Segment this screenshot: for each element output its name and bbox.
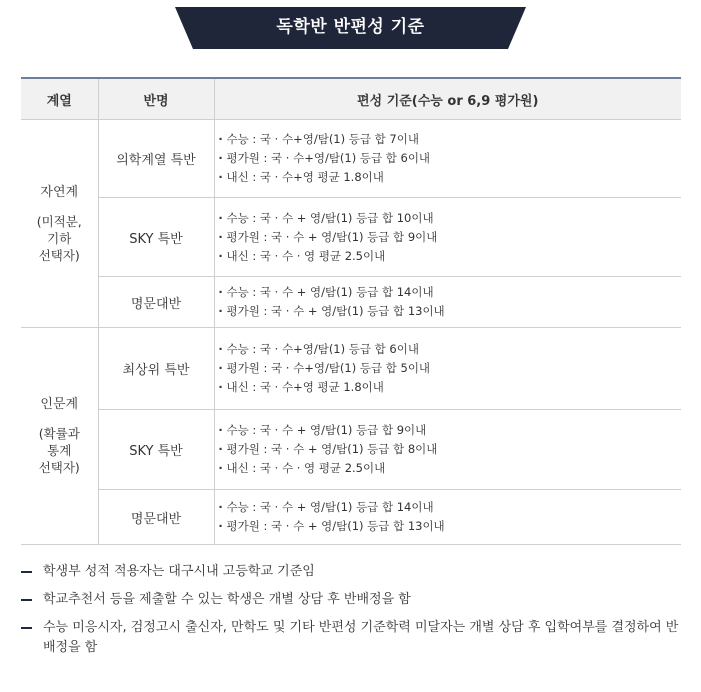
criteria-cell: [214, 410, 681, 490]
track-note-line: 기하: [47, 230, 72, 246]
dash-icon: [21, 627, 32, 629]
title-banner: [175, 7, 526, 49]
track-note-line: (미적분,: [36, 213, 82, 229]
class-name: 명문대반: [98, 490, 214, 545]
note-item: [21, 590, 686, 610]
criteria-cell: [214, 198, 681, 277]
track-note-line: 통계: [47, 443, 72, 458]
page-title: 독학반 반편성 기준: [276, 17, 425, 37]
track-name: 자연계: [40, 184, 79, 200]
table-row: [21, 277, 681, 328]
table-row: [21, 198, 681, 277]
criteria-cell: [214, 277, 681, 328]
table-row: [21, 120, 681, 198]
criteria-item: · 수능 : 국 · 수+영/탐(1) 등급 합 7이내: [215, 130, 682, 149]
notes-list: [21, 562, 686, 666]
criteria-item: · 수능 : 국 · 수 + 영/탐(1) 등급 합 9이내: [215, 421, 682, 440]
criteria-item: · 평가원 : 국 · 수+영/탐(1) 등급 합 5이내: [215, 359, 682, 378]
track-note-line: (확률과: [38, 426, 80, 441]
class-name: 의학계열 특반: [98, 120, 214, 198]
class-criteria-table: [21, 77, 681, 545]
criteria-item: · 평가원 : 국 · 수+영/탐(1) 등급 합 6이내: [215, 149, 682, 168]
note-text: 수능 미응시자, 검정고시 출신자, 만학도 및 기타 반편성 기준학력 미달자는 개별 상담 후 입학여부를 결정하여 반배정을 함: [43, 620, 679, 655]
criteria-item: · 평가원 : 국 · 수 + 영/탐(1) 등급 합 9이내: [215, 228, 682, 247]
criteria-item: · 내신 : 국 · 수+영 평균 1.8이내: [215, 378, 682, 397]
criteria-item: · 수능 : 국 · 수 + 영/탐(1) 등급 합 14이내: [215, 498, 682, 517]
dash-icon: [21, 571, 32, 573]
class-name: SKY 특반: [98, 410, 214, 490]
table-row: [21, 410, 681, 490]
criteria-item: · 평가원 : 국 · 수 + 영/탐(1) 등급 합 8이내: [215, 440, 682, 459]
criteria-cell: [214, 328, 681, 410]
criteria-item: · 수능 : 국 · 수 + 영/탐(1) 등급 합 10이내: [215, 209, 682, 228]
criteria-item: · 수능 : 국 · 수+영/탐(1) 등급 합 6이내: [215, 340, 682, 359]
track-cell-humanities: [21, 328, 98, 545]
note-item: [21, 562, 686, 582]
table-row: [21, 328, 681, 410]
class-name: SKY 특반: [98, 198, 214, 277]
note-text: 학생부 성적 적용자는 대구시내 고등학교 기준임: [43, 564, 315, 579]
criteria-item: · 내신 : 국 · 수 · 영 평균 2.5이내: [215, 459, 682, 478]
dash-icon: [21, 599, 32, 601]
header-criteria: 편성 기준(수능 or 6,9 평가원): [214, 78, 681, 120]
criteria-cell: [214, 490, 681, 545]
note-text: 학교추천서 등을 제출할 수 있는 학생은 개별 상담 후 반배정을 함: [43, 592, 411, 607]
table-header-row: [21, 78, 681, 120]
note-item: [21, 618, 686, 658]
track-name: 인문계: [40, 397, 79, 412]
table-row: [21, 490, 681, 545]
track-note-line: 선택자): [38, 247, 80, 263]
criteria-item: · 수능 : 국 · 수 + 영/탐(1) 등급 합 14이내: [215, 283, 682, 302]
header-class: 반명: [98, 78, 214, 120]
track-note-line: 선택자): [38, 460, 80, 475]
criteria-item: · 내신 : 국 · 수+영 평균 1.8이내: [215, 168, 682, 187]
track-cell-science: [21, 120, 98, 328]
class-name: 명문대반: [98, 277, 214, 328]
criteria-cell: [214, 120, 681, 198]
criteria-item: · 평가원 : 국 · 수 + 영/탐(1) 등급 합 13이내: [215, 302, 682, 321]
criteria-item: · 평가원 : 국 · 수 + 영/탐(1) 등급 합 13이내: [215, 517, 682, 536]
header-track: 계열: [21, 78, 98, 120]
criteria-item: · 내신 : 국 · 수 · 영 평균 2.5이내: [215, 247, 682, 266]
class-name: 최상위 특반: [98, 328, 214, 410]
